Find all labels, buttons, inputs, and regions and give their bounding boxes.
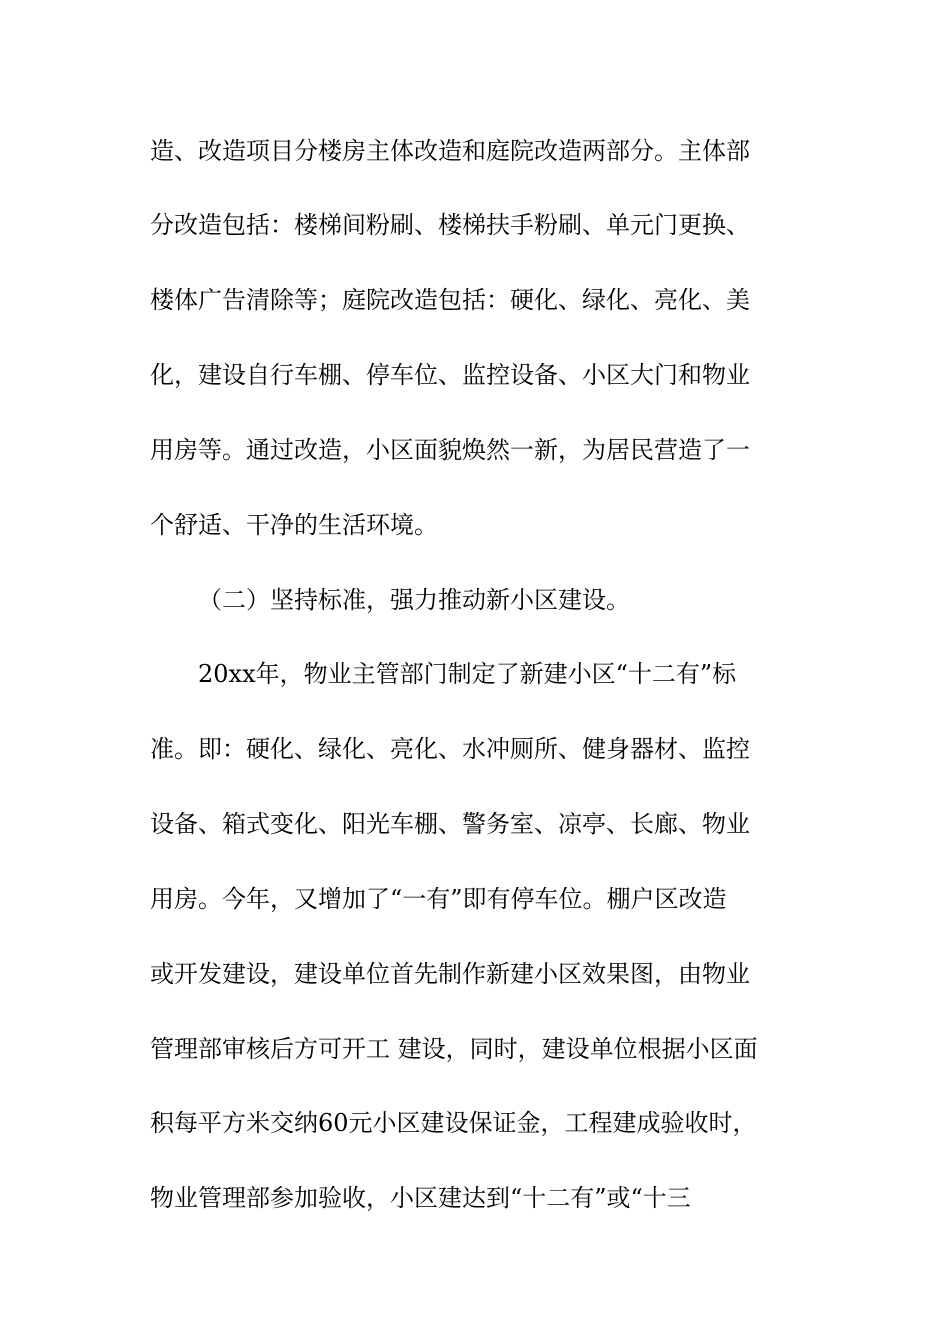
text-line: 管理部审核后方可开工 建设，同时，建设单位根据小区面 bbox=[150, 1035, 758, 1063]
text-line: 准。即：硬化、绿化、亮化、水冲厕所、健身器材、监控 bbox=[150, 735, 750, 763]
text-line: 物业管理部参加验收，小区建达到“十二有”或“十三 bbox=[150, 1184, 691, 1212]
text-line: 用房等。通过改造，小区面貌焕然一新，为居民营造了一 bbox=[150, 436, 750, 464]
text-line: 楼体广告清除等；庭院改造包括：硬化、绿化、亮化、美 bbox=[150, 286, 750, 314]
text-line: 用房。今年，又增加了“一有”即有停车位。棚户区改造 bbox=[150, 885, 727, 913]
section-heading: （二）坚持标准，强力推动新小区建设。 bbox=[198, 586, 630, 614]
text-line: 设备、箱式变化、阳光车棚、警务室、凉亭、长廊、物业 bbox=[150, 810, 750, 838]
text-line: 化，建设自行车棚、停车位、监控设备、小区大门和物业 bbox=[150, 361, 750, 389]
text-line: 积每平方米交纳60元小区建设保证金，工程建成验收时， bbox=[150, 1109, 757, 1137]
text-line: 造、改造项目分楼房主体改造和庭院改造两部分。主体部 bbox=[150, 137, 750, 165]
text-line: 分改造包括：楼梯间粉刷、楼梯扶手粉刷、单元门更换、 bbox=[150, 211, 750, 239]
text-line: 个舒适、干净的生活环境。 bbox=[150, 511, 438, 539]
text-line: 或开发建设，建设单位首先制作新建小区效果图，由物业 bbox=[150, 960, 750, 988]
text-line: 20xx年，物业主管部门制定了新建小区“十二有”标 bbox=[198, 660, 737, 688]
